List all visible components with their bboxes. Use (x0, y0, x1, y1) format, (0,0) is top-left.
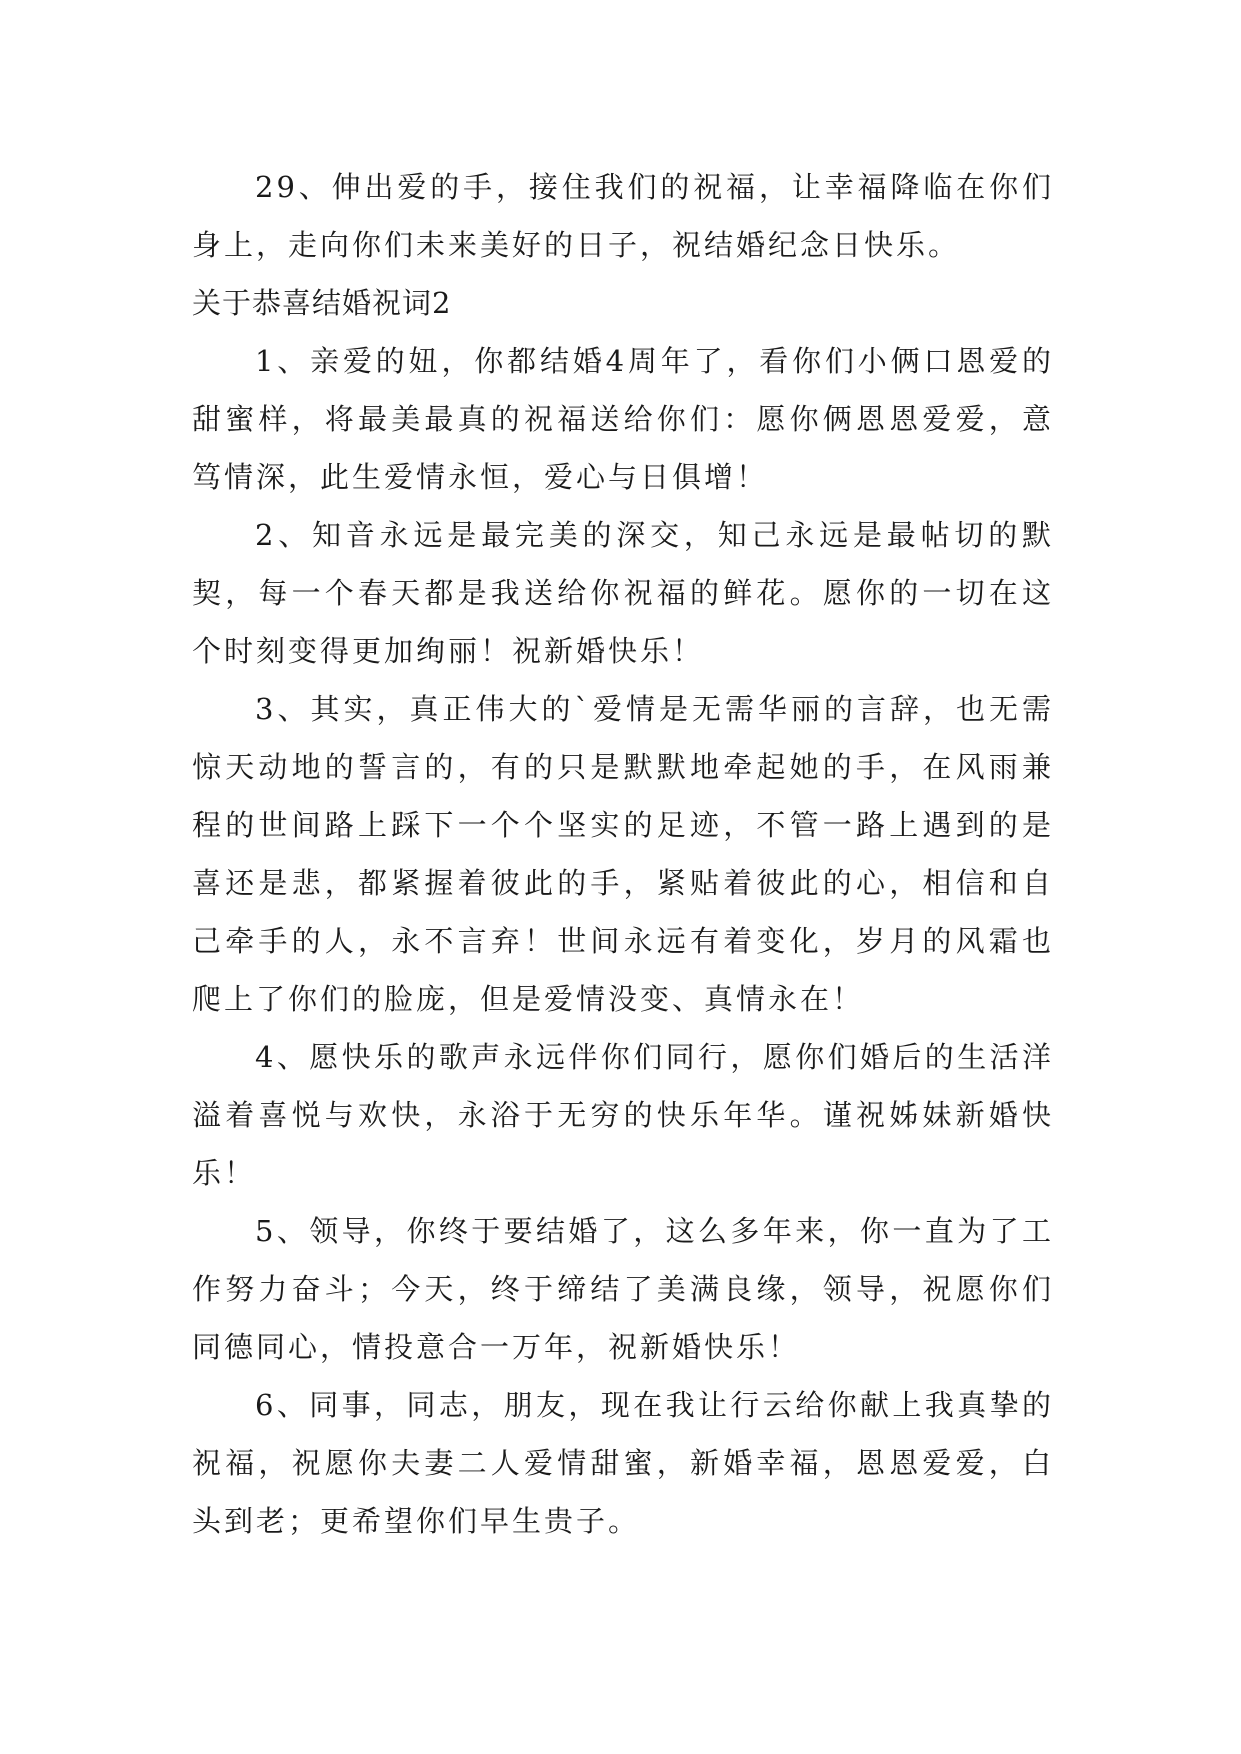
paragraph-item-4: 4、愿快乐的歌声永远伴你们同行，愿你们婚后的生活洋溢着喜悦与欢快，永浴于无穷的快乐年华。谨祝姊妹新婚快乐！ (192, 1040, 1054, 1190)
section-title: 关于恭喜结婚祝词2 (192, 286, 452, 320)
document-body (192, 158, 1054, 1550)
paragraph-item-2: 2、知音永远是最完美的深交，知己永远是最帖切的默契，每一个春天都是我送给你祝福的鲜花。愿你的一切在这个时刻变得更加绚丽！祝新婚快乐！ (192, 518, 1054, 668)
paragraph-item-5: 5、领导，你终于要结婚了，这么多年来，你一直为了工作努力奋斗；今天，终于缔结了美满良缘，领导，祝愿你们同德同心，情投意合一万年，祝新婚快乐！ (192, 1214, 1054, 1364)
paragraph-item-3: 3、其实，真正伟大的`爱情是无需华丽的言辞，也无需惊天动地的誓言的，有的只是默默地牵起她的手，在风雨兼程的世间路上踩下一个个坚实的足迹，不管一路上遇到的是喜还是悲，都紧握着彼此的手，紧贴着彼此的心，相信和自己牵手的人，永不言弃！世间永远有着变化，岁月的风霜也爬上了你们的脸庞，但是爱情没变、真情永在！ (192, 692, 1054, 1016)
paragraph-item-6: 6、同事，同志，朋友，现在我让行云给你献上我真挚的祝福，祝愿你夫妻二人爱情甜蜜，新婚幸福，恩恩爱爱，白头到老；更希望你们早生贵子。 (192, 1388, 1054, 1538)
paragraph-item-1: 1、亲爱的妞，你都结婚4周年了，看你们小俩口恩爱的甜蜜样，将最美最真的祝福送给你们：愿你俩恩恩爱爱，意笃情深，此生爱情永恒，爱心与日俱增！ (192, 344, 1054, 494)
paragraph-29: 29、伸出爱的手，接住我们的祝福，让幸福降临在你们身上，走向你们未来美好的日子，祝结婚纪念日快乐。 (192, 170, 1054, 262)
